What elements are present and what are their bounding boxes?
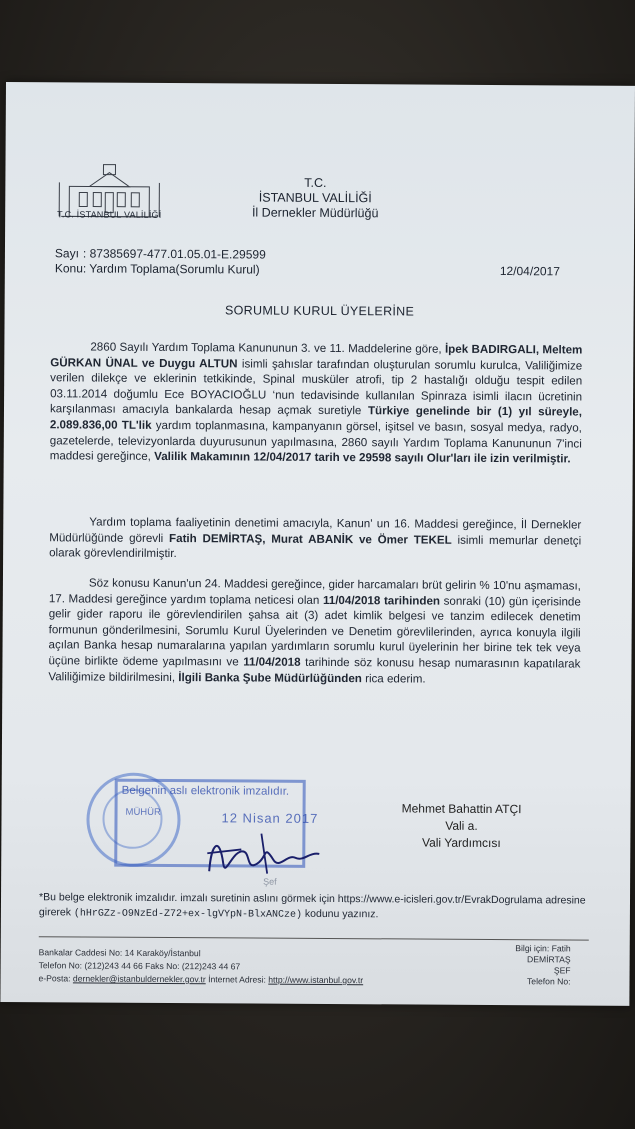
p3-bold-bank: İlgili Banka Şube Müdürlüğünden <box>178 670 362 685</box>
stamp-date: 12 Nisan 2017 <box>221 810 319 826</box>
p3-text-1: Söz konusu Kanun'un 24. Maddesi gereğince, gider harcamaları brüt gelirin % 10'nu aşmaması, 17. Maddesi gereğince yardım toplama neticesi olan <box>48 576 581 607</box>
note-text-1: *Bu belge elektronik imzalıdır. imzalı suretinin aslını görmek için https://www.e-icisleri.gov.tr/EvrakDogrulama adresine girerek <box>38 891 586 919</box>
document-header <box>205 175 425 221</box>
footer-email-label: e-Posta: <box>38 973 73 984</box>
footer-web-label: İnternet Adresi: <box>205 974 269 985</box>
p1-text-1: 2860 Sayılı Yardım Toplama Kanununun 3. ve 11. Maddelerine göre, <box>90 340 446 356</box>
sayi-value: : 87385697-477.01.05.01-E.29599 <box>82 246 266 262</box>
signer-role-1: Vali a. <box>445 818 478 833</box>
stamp-text-seal: MÜHÜR <box>125 806 161 818</box>
footer-web-link[interactable]: http://www.istanbul.gov.tr <box>268 974 364 986</box>
stamp-text-signed: Belgenin aslı elektronik imzalıdır. <box>121 784 290 798</box>
header-tc: T.C. <box>304 175 327 190</box>
footer-address: Bankalar Caddesi No: 14 Karaköy/İstanbul <box>38 947 201 959</box>
footer-info-person: Bilgi için: Fatih DEMİRTAŞ <box>515 943 571 965</box>
verification-code: (hHrGZz-O9NzEd-Z72+ex-lgVYpN-BlxANCze) <box>73 908 303 921</box>
paragraph-2 <box>49 514 581 564</box>
p2-text-2: isimli memurlar denetçi olarak görevlendirilmiştir. <box>49 533 582 561</box>
footer-info-title: ŞEF <box>553 965 571 976</box>
header-governorship: İSTANBUL VALİLİĞİ <box>258 190 372 206</box>
p1-text-2: isimli şahıslar tarafından oluşturulan sorumlu kurulca, Valiliğimize verilen dilekçe ve eklerinin tetkikinde, Spinal musküler atrofi, tip 2 hastalığı olduğu tespit edilen 03.11.2014 doğumlu Ece BOYACIOĞLU ‘nun tedavisinde kullanılan Spinraza isimli ilacın ücretinin karşılanması amacıyla bankalarda hesap açmak suretiyle <box>49 357 583 418</box>
footer-contact <box>38 946 363 987</box>
konu-label: Konu <box>54 261 83 276</box>
header-directorate: İl Dernekler Müdürlüğü <box>251 205 379 221</box>
signer-block <box>376 800 546 852</box>
signer-name: Mehmet Bahattin ATÇI <box>401 801 522 817</box>
governorship-building-logo <box>55 152 163 233</box>
p1-bold-names: İpek BADIRGALI, Meltem GÜRKAN ÜNAL ve Duygu ALTUN <box>50 342 583 371</box>
signer-role-2: Vali Yardımcısı <box>421 835 501 851</box>
paragraph-1 <box>50 339 583 467</box>
footer-email-web <box>38 972 363 987</box>
document-date: 12/04/2017 <box>499 264 560 279</box>
logo-caption: T.C. İSTANBUL VALİLİĞİ <box>57 209 162 220</box>
document-page <box>0 82 635 1006</box>
footer-info <box>470 943 570 988</box>
verification-note <box>39 890 599 924</box>
konu-value: : Yardım Toplama(Sorumlu Kurul) <box>82 261 260 277</box>
faint-sef-text: Şef <box>263 876 277 887</box>
p2-text-1: Yardım toplama faaliyetinin denetimi amacıyla, Kanun' un 16. Maddesi gereğince, İl Dernekler Müdürlüğünde görevli <box>49 515 582 545</box>
footer-divider <box>39 936 589 940</box>
document-title: SORUMLU KURUL ÜYELERİNE <box>225 303 415 319</box>
p3-text-4: rica ederim. <box>361 671 426 686</box>
p2-bold-inspectors: Fatih DEMİRTAŞ, Murat ABANİK ve Ömer TEKEL <box>169 531 452 547</box>
p3-text-2: sonraki (10) gün içerisinde gelir gider raporu ile görevlendirilen şahsa ait (3) adet kimlik belgesi ve tanzim edilecek denetim formunun gönderilmesini, Sorumlu Kurul Üyelerinden ve Denetim görevlilerinden, ayrıca konuyla ilgili açılan Banka hesap numaralarına yapılan yardımların sorumlu kurul üyelerinin her birine tek tek veya üçüne birlikte ödeme yapılmasını ve <box>48 594 581 669</box>
handwritten-signature <box>201 823 331 884</box>
paragraph-3 <box>48 575 581 687</box>
footer-email-link[interactable]: dernekler@istanbuldernekler.gov.tr <box>72 973 206 985</box>
p3-bold-date-2: 11/04/2018 <box>243 655 301 669</box>
sayi-label: Sayı <box>54 246 80 261</box>
note-text-2: kodunu yazınız. <box>301 907 379 921</box>
p1-bold-amount: Türkiye genelinde bir (1) yıl süreyle, 2.089.836,00 TL'lik <box>49 404 583 432</box>
footer-info-phone: Telefon No: <box>527 976 571 987</box>
p3-text-3: tarihinde söz konusu hesap numarasının kapatılarak Valiliğimize bildirilmesini, <box>48 655 581 684</box>
p1-text-3: yardım toplanmasına, kampanyanın görsel, işitsel ve basın, sosyal medya, radyo, gazetelerde, televizyonlarda duyurusunun yapılmasına, 2860 sayılı Yardım Toplama Kanununun 7'inci maddesi gereğince, <box>49 418 582 464</box>
p3-bold-date-1: 11/04/2018 tarihinden <box>322 593 441 608</box>
p1-bold-approval: Valilik Makamının 12/04/2017 tarih ve 29598 sayılı Olur'ları ile izin verilmiştir. <box>154 450 571 466</box>
footer-phone: Telefon No: (212)243 44 66 Faks No: (212)243 44 67 <box>38 960 241 972</box>
